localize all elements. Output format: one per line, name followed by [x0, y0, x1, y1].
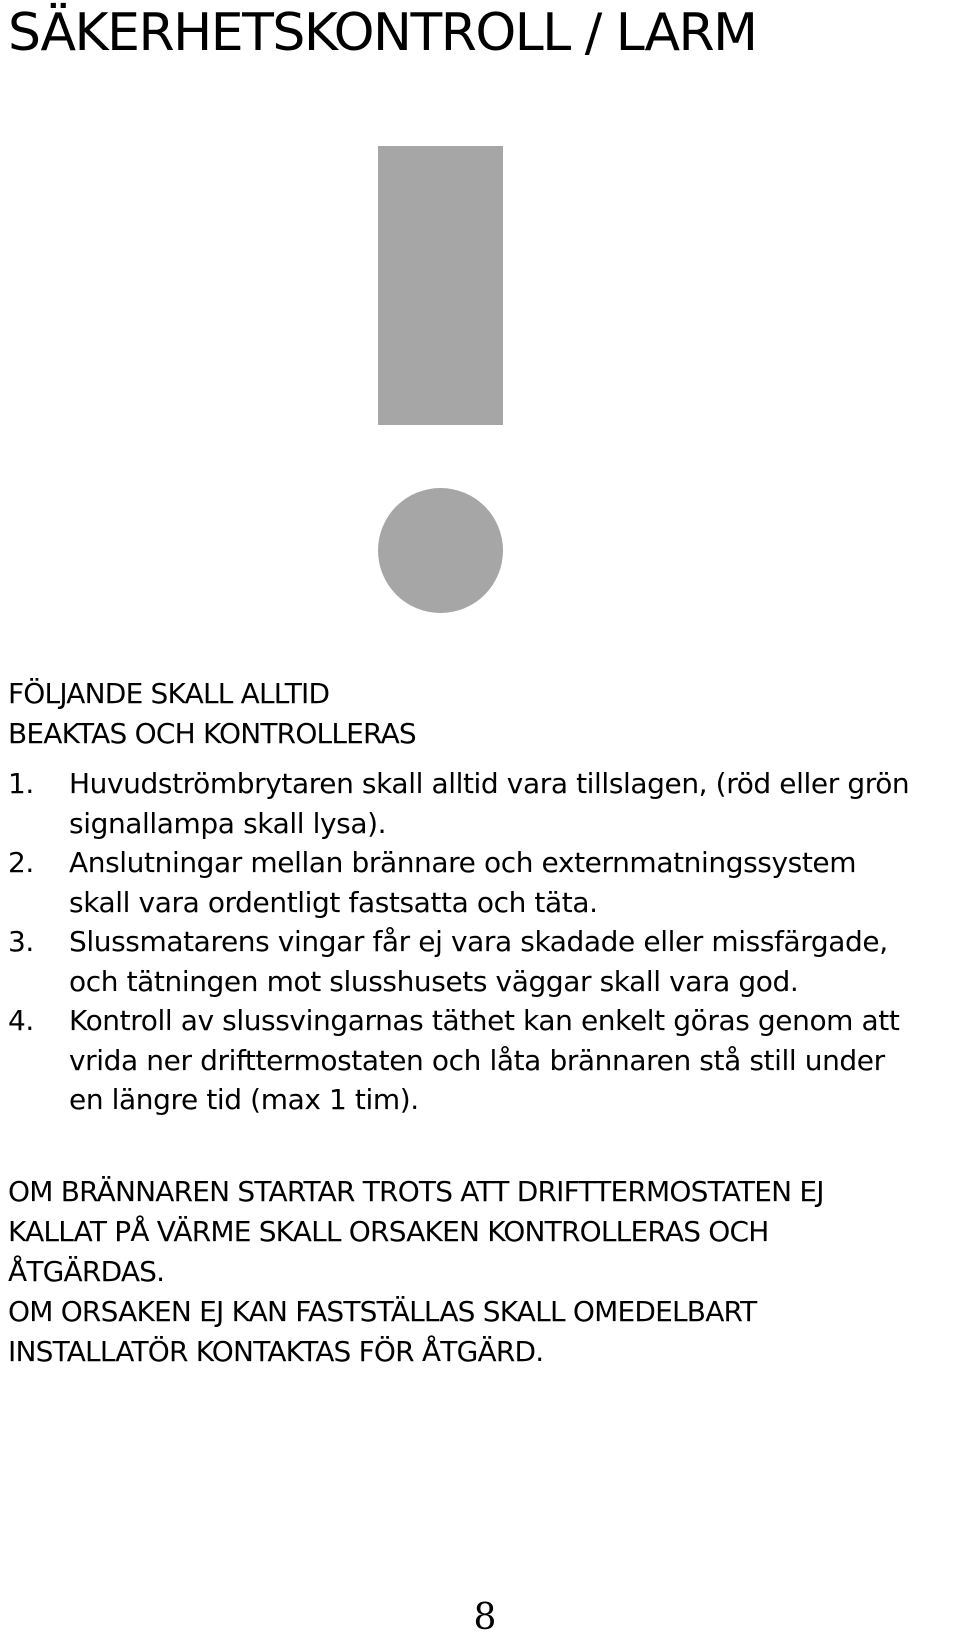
item-number: 1.: [8, 767, 34, 800]
warning-line: OM ORSAKEN EJ KAN FASTSTÄLLAS SKALL OMEDELBART: [8, 1295, 757, 1328]
item-text-line: och tätningen mot slusshusets väggar skall vara god.: [69, 964, 799, 998]
item-text-line: Slussmatarens vingar får ej vara skadade eller missfärgade,: [69, 925, 888, 958]
item-text-line: en längre tid (max 1 tim).: [69, 1083, 419, 1116]
warning-text: [8, 1172, 824, 1372]
warning-line: INSTALLATÖR KONTAKTAS FÖR ÅTGÄRD.: [8, 1335, 544, 1368]
section-heading-line: BEAKTAS OCH KONTROLLERAS: [8, 717, 416, 750]
item-text-line: signallampa skall lysa).: [69, 806, 387, 840]
checklist-item: [8, 764, 958, 843]
checklist-item: [8, 1001, 958, 1120]
item-number: 4.: [8, 1004, 34, 1037]
item-text-line: vrida ner drifttermostaten och låta brännaren stå still under: [69, 1043, 885, 1077]
item-text-line: Huvudströmbrytaren skall alltid vara tillslagen, (röd eller grön: [69, 767, 910, 800]
checklist-item: [8, 922, 958, 1001]
item-number: 3.: [8, 925, 34, 958]
checklist-item: [8, 843, 958, 922]
item-text-line: Anslutningar mellan brännare och externmatningssystem: [69, 846, 857, 879]
item-text-line: Kontroll av slussvingarnas täthet kan enkelt göras genom att: [69, 1004, 900, 1037]
exclamation-dot-icon: [378, 488, 503, 613]
warning-line: KALLAT PÅ VÄRME SKALL ORSAKEN KONTROLLERAS OCH: [8, 1215, 769, 1248]
item-text-line: skall vara ordentligt fastsatta och täta.: [69, 885, 598, 919]
warning-line: ÅTGÄRDAS.: [8, 1255, 165, 1288]
section-heading-line: FÖLJANDE SKALL ALLTID: [8, 677, 330, 710]
warning-line: OM BRÄNNAREN STARTAR TROTS ATT DRIFTTERMOSTATEN EJ: [8, 1175, 824, 1208]
item-number: 2.: [8, 846, 34, 879]
page-title: SÄKERHETSKONTROLL / LARM: [8, 3, 757, 63]
page-number: 8: [473, 1597, 497, 1638]
checklist: [8, 764, 958, 1120]
exclamation-mark-icon: [378, 146, 503, 425]
section-heading: [8, 674, 416, 754]
